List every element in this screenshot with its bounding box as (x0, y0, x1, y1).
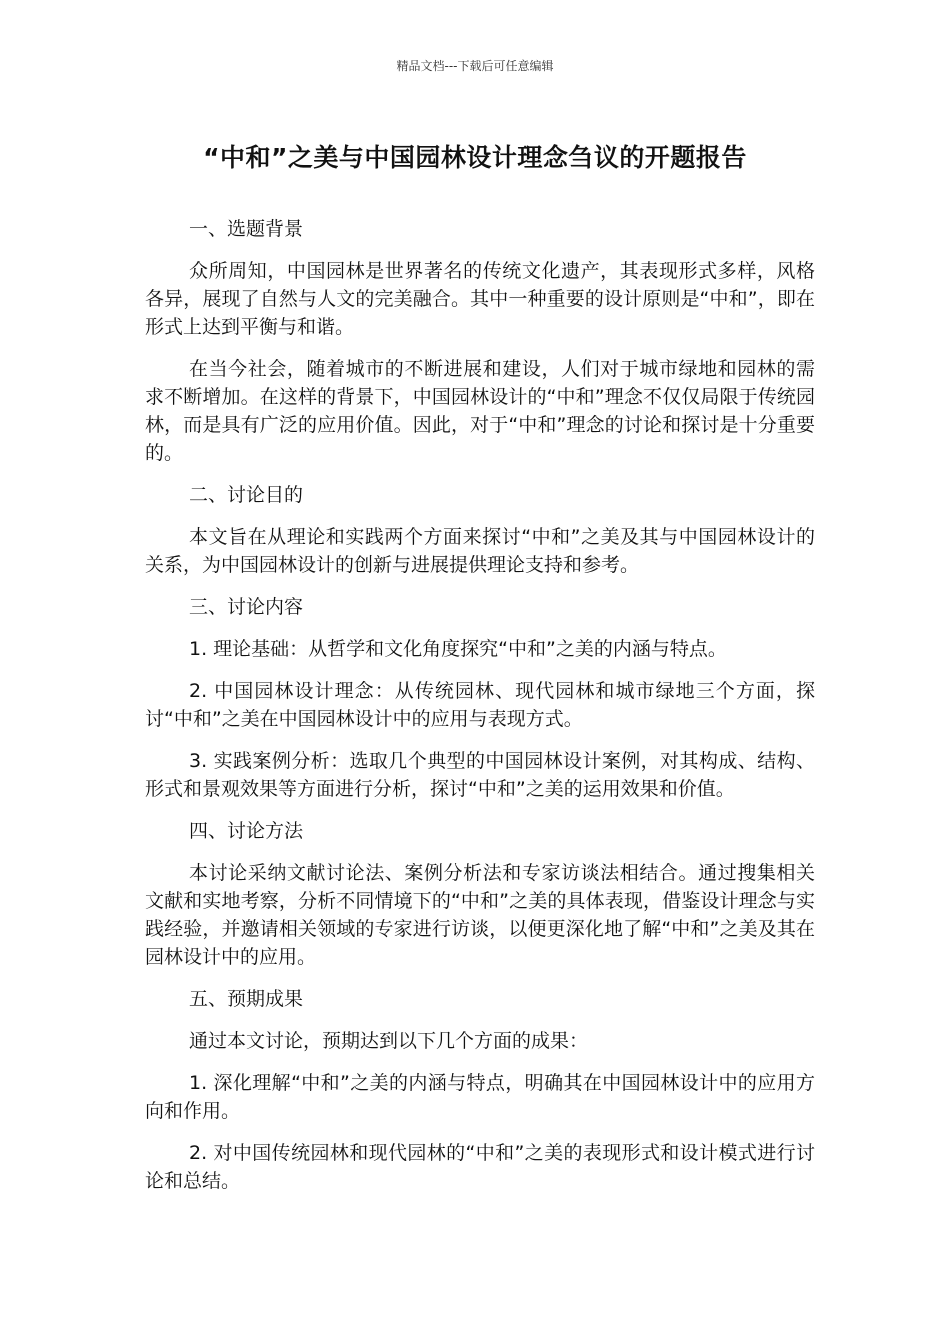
document-body (145, 215, 815, 1209)
section-heading-results: 五、预期成果 (189, 988, 304, 1010)
list-item: 1. 深化理解“中和”之美的内涵与特点，明确其在中国园林设计中的应用方向和作用。 (145, 1072, 815, 1122)
header-note: 精品文档---下载后可任意编辑 (396, 59, 554, 73)
paragraph: 众所周知，中国园林是世界著名的传统文化遗产，其表现形式多样，风格各异，展现了自然与人文的完美融合。其中一种重要的设计原则是“中和”，即在形式上达到平衡与和谐。 (145, 260, 815, 338)
section-heading-method: 四、讨论方法 (189, 820, 304, 842)
paragraph: 在当今社会，随着城市的不断进展和建设，人们对于城市绿地和园林的需求不断增加。在这样的背景下，中国园林设计的“中和”理念不仅仅局限于传统园林，而是具有广泛的应用价值。因此，对于“中和”理念的讨论和探讨是十分重要的。 (145, 358, 815, 464)
list-item: 3. 实践案例分析：选取几个典型的中国园林设计案例，对其构成、结构、形式和景观效果等方面进行分析，探讨“中和”之美的运用效果和价值。 (145, 750, 815, 800)
paragraph: 通过本文讨论，预期达到以下几个方面的成果： (189, 1030, 589, 1052)
document-title: “中和”之美与中国园林设计理念刍议的开题报告 (203, 143, 747, 172)
section-heading-content: 三、讨论内容 (189, 596, 304, 618)
section-heading-background: 一、选题背景 (189, 218, 304, 240)
paragraph: 本文旨在从理论和实践两个方面来探讨“中和”之美及其与中国园林设计的关系，为中国园林设计的创新与进展提供理论支持和参考。 (145, 526, 815, 576)
list-item: 2. 对中国传统园林和现代园林的“中和”之美的表现形式和设计模式进行讨论和总结。 (145, 1142, 815, 1192)
section-heading-purpose: 二、讨论目的 (189, 484, 304, 506)
list-item: 1. 理论基础：从哲学和文化角度探究“中和”之美的内涵与特点。 (189, 638, 727, 660)
list-item: 2. 中国园林设计理念：从传统园林、现代园林和城市绿地三个方面，探讨“中和”之美在中国园林设计中的应用与表现方式。 (145, 680, 815, 730)
paragraph: 本讨论采纳文献讨论法、案例分析法和专家访谈法相结合。通过搜集相关文献和实地考察，分析不同情境下的“中和”之美的具体表现，借鉴设计理念与实践经验，并邀请相关领域的专家进行访谈，以便更深化地了解“中和”之美及其在园林设计中的应用。 (145, 862, 815, 968)
